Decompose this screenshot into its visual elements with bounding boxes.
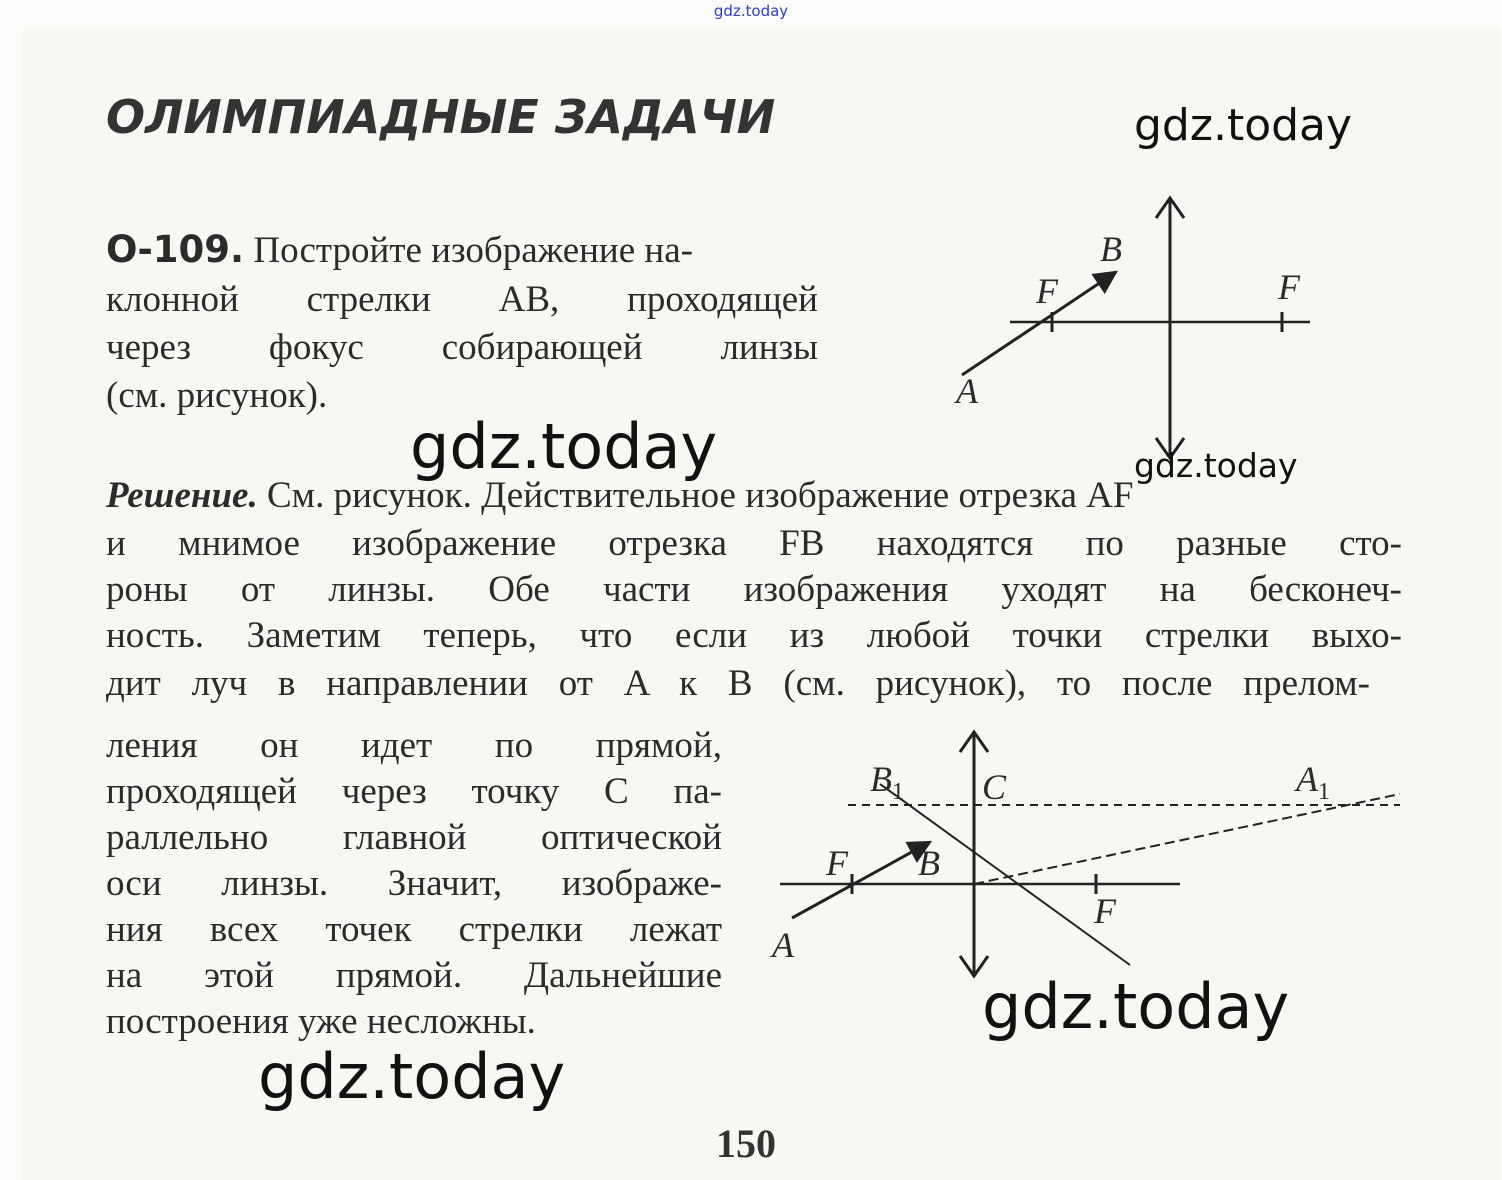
top-watermark: gdz.today <box>713 2 789 20</box>
solution-line-11: на этой прямой. Дальнейшие <box>106 955 722 996</box>
solution-line-2: и мнимое изображение отрезка FB находятся по разные сто- <box>106 523 1402 564</box>
figure-1 <box>962 198 1310 458</box>
fig1-label-f-right: F <box>1278 267 1300 307</box>
watermark-3: gdz.today <box>1134 446 1298 485</box>
fig2-label-a1 <box>1296 758 1330 806</box>
watermark-1: gdz.today <box>1134 100 1353 151</box>
solution-line-3: роны от линзы. Обе части изображения уходят на бесконеч- <box>106 569 1402 610</box>
fig2-label-b: B <box>918 843 940 883</box>
problem-text-1: Постройте изображение на- <box>253 230 693 271</box>
solution-line-6: ления он идет по прямой, <box>106 725 722 766</box>
solution-line-4: ность. Заметим теперь, что если из любой точки стрелки выхо- <box>106 615 1402 656</box>
solution-line-8: раллельно главной оптической <box>106 817 722 858</box>
fig1-label-b: B <box>1100 229 1122 269</box>
fig2-arrow-ab <box>792 842 930 918</box>
solution-line-9: оси линзы. Значит, изображе- <box>106 863 722 904</box>
fig2-label-a1-letter: A <box>1296 759 1318 799</box>
fig2-label-b1-sub: 1 <box>892 779 904 805</box>
fig2-label-f-left: F <box>826 843 848 883</box>
fig2-label-c: C <box>982 767 1007 807</box>
fig1-label-a: A <box>956 371 978 411</box>
fig2-label-b1-letter: B <box>870 759 892 799</box>
solution-line-7: проходящей через точку C па- <box>106 771 722 812</box>
section-heading: ОЛИМПИАДНЫЕ ЗАДАЧИ <box>106 90 776 144</box>
solution-line-5: дит луч в направлении от A к B (см. рисунок), то после прелом- <box>106 663 1370 704</box>
watermark-4: gdz.today <box>982 970 1290 1043</box>
fig2-label-b1 <box>870 758 904 806</box>
fig1-label-f-left: F <box>1036 271 1058 311</box>
fig2-label-f-right: F <box>1094 891 1116 931</box>
watermark-5: gdz.today <box>258 1040 566 1113</box>
problem-line-4: (см. рисунок). <box>106 375 328 416</box>
page-number: 150 <box>716 1121 776 1166</box>
problem-number: О-109. <box>106 228 245 271</box>
problem-line-2: клонной стрелки AB, проходящей <box>106 279 818 320</box>
solution-line-10: ния всех точек стрелки лежат <box>106 909 722 950</box>
fig2-label-a: A <box>772 925 794 965</box>
fig2-label-a1-sub: 1 <box>1318 779 1330 805</box>
solution-line-12: построения уже несложны. <box>106 1001 536 1042</box>
solution-text-1: См. рисунок. Действительное изображение отрезка AF <box>266 475 1134 516</box>
problem-line-3: через фокус собирающей линзы <box>106 327 818 368</box>
solution-label: Решение. <box>106 475 258 516</box>
watermark-2: gdz.today <box>410 410 718 483</box>
fig2-image-ray <box>974 794 1400 884</box>
